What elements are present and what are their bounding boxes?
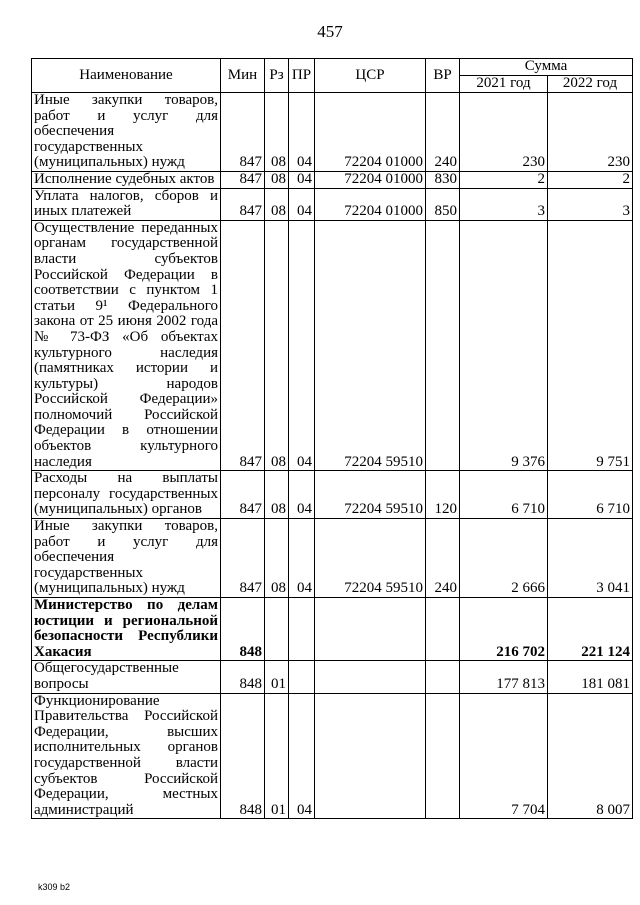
cell-name: Уплата налогов, сборов и иных платежей — [32, 188, 221, 220]
table-row — [32, 519, 633, 598]
cell-2022: 221 124 — [548, 598, 633, 661]
table-row — [32, 598, 633, 661]
cell-2021: 2 666 — [460, 519, 548, 598]
cell-csr: 72204 01000 — [315, 171, 426, 188]
cell-min: 847 — [221, 188, 265, 220]
header-rz: Рз — [265, 59, 289, 93]
cell-csr — [315, 661, 426, 693]
cell-2021: 6 710 — [460, 471, 548, 519]
cell-min: 847 — [221, 93, 265, 172]
header-pr: ПР — [289, 59, 315, 93]
cell-pr: 04 — [289, 471, 315, 519]
cell-rz: 01 — [265, 693, 289, 819]
cell-name: Расходы на выплаты персоналу государственных (муниципальных) органов — [32, 471, 221, 519]
cell-2022: 181 081 — [548, 661, 633, 693]
table-row — [32, 220, 633, 471]
cell-2021: 3 — [460, 188, 548, 220]
cell-min: 848 — [221, 693, 265, 819]
header-year-2021: 2021 год — [460, 76, 548, 93]
header-year-2022: 2022 год — [548, 76, 633, 93]
cell-name: Исполнение судебных актов — [32, 171, 221, 188]
cell-pr — [289, 661, 315, 693]
cell-2022: 230 — [548, 93, 633, 172]
cell-vr: 830 — [426, 171, 460, 188]
table-body — [32, 93, 633, 819]
cell-rz: 08 — [265, 171, 289, 188]
header-name: Наименование — [32, 59, 221, 93]
cell-rz: 08 — [265, 93, 289, 172]
cell-2021: 216 702 — [460, 598, 548, 661]
cell-pr — [289, 598, 315, 661]
cell-name: Иные закупки товаров, работ и услуг для обеспечения государственных (муниципальных) нужд — [32, 519, 221, 598]
header-min: Мин — [221, 59, 265, 93]
cell-min: 847 — [221, 519, 265, 598]
cell-csr: 72204 59510 — [315, 519, 426, 598]
cell-rz: 08 — [265, 471, 289, 519]
cell-pr: 04 — [289, 171, 315, 188]
cell-csr: 72204 59510 — [315, 471, 426, 519]
cell-rz: 08 — [265, 188, 289, 220]
cell-min: 848 — [221, 661, 265, 693]
cell-2021: 7 704 — [460, 693, 548, 819]
cell-2022: 3 — [548, 188, 633, 220]
cell-vr — [426, 220, 460, 471]
cell-csr — [315, 598, 426, 661]
cell-2021: 177 813 — [460, 661, 548, 693]
cell-rz: 08 — [265, 220, 289, 471]
footer-code: k309 b2 — [38, 882, 71, 892]
cell-vr: 240 — [426, 519, 460, 598]
cell-2021: 2 — [460, 171, 548, 188]
cell-csr: 72204 59510 — [315, 220, 426, 471]
cell-pr: 04 — [289, 693, 315, 819]
cell-vr — [426, 661, 460, 693]
cell-rz: 08 — [265, 519, 289, 598]
cell-2021: 9 376 — [460, 220, 548, 471]
table-row — [32, 693, 633, 819]
cell-vr: 120 — [426, 471, 460, 519]
cell-csr: 72204 01000 — [315, 93, 426, 172]
header-sum: Сумма — [460, 59, 633, 76]
cell-csr: 72204 01000 — [315, 188, 426, 220]
cell-name: Осуществление переданных органам государственной власти субъектов Российской Федерации в соответствии с пунктом 1 статьи 9¹ Федерального закона от 25 июня 2002 года № 73-ФЗ «Об объектах культурного наследия (памятниках истории и культуры) народов Российской Федерации» полномочий Российской Федерации в отношении объектов культурного наследия — [32, 220, 221, 471]
cell-vr — [426, 693, 460, 819]
cell-min: 847 — [221, 471, 265, 519]
table-row — [32, 661, 633, 693]
cell-pr: 04 — [289, 220, 315, 471]
cell-rz: 01 — [265, 661, 289, 693]
cell-2022: 3 041 — [548, 519, 633, 598]
cell-name: Общегосударственные вопросы — [32, 661, 221, 693]
cell-2022: 8 007 — [548, 693, 633, 819]
cell-min: 847 — [221, 171, 265, 188]
cell-min: 847 — [221, 220, 265, 471]
page-number: 457 — [317, 22, 343, 41]
budget-table — [31, 58, 633, 819]
cell-csr — [315, 693, 426, 819]
cell-name: Министерство по делам юстиции и региональной безопасности Республики Хакасия — [32, 598, 221, 661]
cell-name: Функционирование Правительства Российской Федерации, высших исполнительных органов государственной власти субъектов Российской Федерации, местных администраций — [32, 693, 221, 819]
header-vr: ВР — [426, 59, 460, 93]
cell-2022: 9 751 — [548, 220, 633, 471]
cell-2022: 2 — [548, 171, 633, 188]
cell-min: 848 — [221, 598, 265, 661]
header-csr: ЦСР — [315, 59, 426, 93]
cell-name: Иные закупки товаров, работ и услуг для обеспечения государственных (муниципальных) нужд — [32, 93, 221, 172]
cell-2022: 6 710 — [548, 471, 633, 519]
cell-vr: 850 — [426, 188, 460, 220]
cell-rz — [265, 598, 289, 661]
cell-vr — [426, 598, 460, 661]
cell-pr: 04 — [289, 188, 315, 220]
cell-2021: 230 — [460, 93, 548, 172]
table-row — [32, 93, 633, 172]
table-row — [32, 171, 633, 188]
table-row — [32, 471, 633, 519]
cell-pr: 04 — [289, 93, 315, 172]
cell-pr: 04 — [289, 519, 315, 598]
cell-vr: 240 — [426, 93, 460, 172]
table-row — [32, 188, 633, 220]
